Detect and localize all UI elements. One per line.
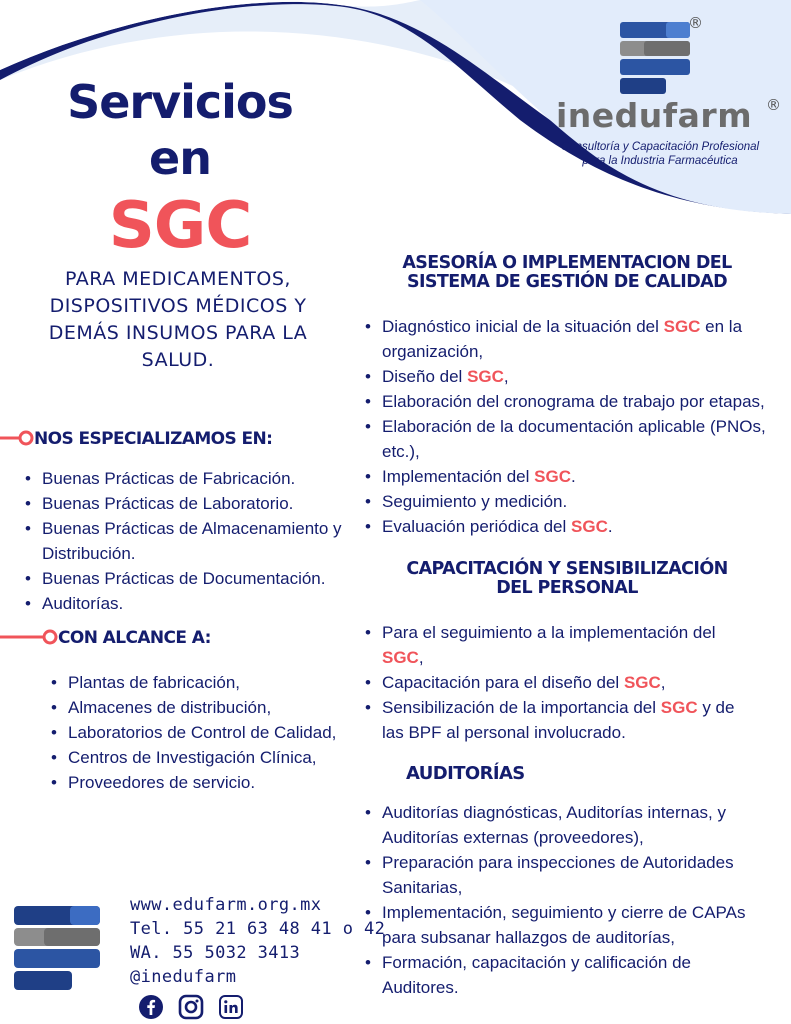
list-item bbox=[365, 800, 749, 850]
scope-heading: CON ALCANCE A: bbox=[58, 628, 211, 648]
sgc-highlight: SGC bbox=[663, 317, 701, 336]
title-sgc: SGC bbox=[108, 189, 252, 263]
linkedin-icon[interactable] bbox=[218, 994, 244, 1020]
list-item-text: Formación, capacitación y calificación de Auditores. bbox=[382, 953, 691, 997]
list-item bbox=[365, 670, 745, 695]
asesoria-list bbox=[365, 314, 781, 539]
list-item bbox=[365, 514, 781, 539]
website-link[interactable]: www.edufarm.org.mx bbox=[130, 895, 322, 915]
list-item: • Centros de Investigación Clínica, bbox=[51, 745, 361, 770]
sgc-highlight: SGC bbox=[382, 648, 419, 667]
capacitacion-heading bbox=[360, 560, 774, 598]
inedufarm-logo-icon bbox=[620, 22, 696, 96]
brand-tagline bbox=[548, 140, 772, 168]
list-item-text: Implementación, seguimiento y cierre de CAPAs para subsanar hallazgos de auditorías, bbox=[382, 903, 746, 947]
capacitacion-heading-line1: CAPACITACIÓN Y SENSIBILIZACIÓN bbox=[406, 559, 728, 579]
auditorias-heading: AUDITORÍAS bbox=[406, 763, 525, 784]
brand-tagline-line1: Consultoría y Capacitación Profesional bbox=[560, 141, 760, 153]
phone-text: Tel. 55 21 63 48 41 o 42 bbox=[130, 919, 386, 939]
list-item-text: Elaboración de la documentación aplicable (PNOs, etc.), bbox=[382, 417, 766, 461]
brand-tagline-line2: para la Industria Farmacéutica bbox=[582, 155, 738, 167]
list-item-text: Implementación del bbox=[382, 467, 535, 486]
list-item bbox=[365, 389, 781, 414]
list-item bbox=[365, 489, 781, 514]
list-item bbox=[365, 414, 781, 464]
subtitle-line: PARA MEDICAMENTOS, bbox=[65, 268, 291, 290]
asesoria-heading-line1: ASESORÍA O IMPLEMENTACION DEL bbox=[402, 253, 732, 273]
capacitacion-list bbox=[365, 620, 745, 745]
list-item bbox=[365, 464, 781, 489]
subtitle-line: DISPOSITIVOS MÉDICOS Y bbox=[49, 295, 307, 317]
list-item-text: Sensibilización de la importancia del bbox=[382, 698, 661, 717]
list-item bbox=[365, 364, 781, 389]
scope-list bbox=[51, 670, 361, 795]
title-line-1: Servicios bbox=[67, 75, 293, 129]
heading-marker-icon bbox=[0, 627, 60, 647]
list-item bbox=[365, 620, 745, 670]
list-item-text: . bbox=[570, 467, 576, 486]
list-item: • Buenas Prácticas de Laboratorio. bbox=[25, 491, 365, 516]
list-item bbox=[365, 950, 749, 1000]
list-item-text: en la organización, bbox=[382, 317, 743, 361]
asesoria-heading-line2: SISTEMA DE GESTIÓN DE CALIDAD bbox=[406, 272, 728, 292]
registered-mark: ® bbox=[688, 14, 703, 32]
sgc-highlight: SGC bbox=[534, 467, 571, 486]
asesoria-heading bbox=[360, 254, 774, 292]
sgc-highlight: SGC bbox=[467, 367, 504, 386]
list-item-text: , bbox=[503, 367, 509, 386]
sgc-highlight: SGC bbox=[623, 673, 661, 692]
sgc-highlight: SGC bbox=[660, 698, 698, 717]
list-item-text: Diseño del bbox=[382, 367, 468, 386]
subtitle bbox=[28, 266, 328, 374]
specialize-heading: NOS ESPECIALIZAMOS EN: bbox=[34, 429, 273, 449]
list-item-text: , bbox=[660, 673, 666, 692]
list-item-text: Capacitación para el diseño del bbox=[382, 673, 624, 692]
list-item-text: Diagnóstico inicial de la situación del bbox=[382, 317, 664, 336]
social-handle: @inedufarm bbox=[130, 967, 237, 987]
list-item bbox=[365, 850, 749, 900]
whatsapp-text: WA. 55 5032 3413 bbox=[130, 943, 301, 963]
list-item-text: , bbox=[418, 648, 424, 667]
list-item-text: Seguimiento y medición. bbox=[382, 492, 568, 511]
capacitacion-heading-line2: DEL PERSONAL bbox=[496, 578, 638, 598]
sgc-highlight: SGC bbox=[571, 517, 608, 536]
subtitle-line: SALUD. bbox=[141, 349, 215, 371]
list-item-text: Preparación para inspecciones de Autoridades Sanitarias, bbox=[382, 853, 734, 897]
list-item: • Buenas Prácticas de Documentación. bbox=[25, 566, 365, 591]
list-item bbox=[365, 314, 781, 364]
brand-name: inedufarm bbox=[556, 96, 753, 135]
subtitle-line: DEMÁS INSUMOS PARA LA bbox=[48, 322, 308, 344]
contact-block bbox=[130, 893, 385, 989]
list-item-text: . bbox=[607, 517, 613, 536]
list-item-text: Para el seguimiento a la implementación del bbox=[382, 623, 716, 642]
list-item-text: y de las BPF al personal involucrado. bbox=[382, 698, 735, 742]
specialize-list bbox=[25, 466, 365, 616]
list-item: • Buenas Prácticas de Fabricación. bbox=[25, 466, 365, 491]
list-item: • Laboratorios de Control de Calidad, bbox=[51, 720, 361, 745]
instagram-icon[interactable] bbox=[178, 994, 204, 1020]
list-item-text: Evaluación periódica del bbox=[382, 517, 572, 536]
facebook-icon[interactable] bbox=[138, 994, 164, 1020]
list-item-text: Elaboración del cronograma de trabajo por etapas, bbox=[382, 392, 765, 411]
list-item bbox=[365, 695, 745, 745]
list-item: • Proveedores de servicio. bbox=[51, 770, 361, 795]
auditorias-list bbox=[365, 800, 749, 1000]
list-item bbox=[365, 900, 749, 950]
list-item-text: Auditorías diagnósticas, Auditorías internas, y Auditorías externas (proveedores), bbox=[382, 803, 726, 847]
heading-marker-icon bbox=[0, 428, 36, 448]
list-item: • Auditorías. bbox=[25, 591, 365, 616]
list-item: • Buenas Prácticas de Almacenamiento y Distribución. bbox=[25, 516, 365, 566]
title-line-2: en bbox=[149, 131, 211, 185]
list-item: • Almacenes de distribución, bbox=[51, 695, 361, 720]
list-item: • Plantas de fabricación, bbox=[51, 670, 361, 695]
inedufarm-logo-icon bbox=[14, 906, 104, 992]
brand-registered-mark: ® bbox=[766, 96, 781, 114]
